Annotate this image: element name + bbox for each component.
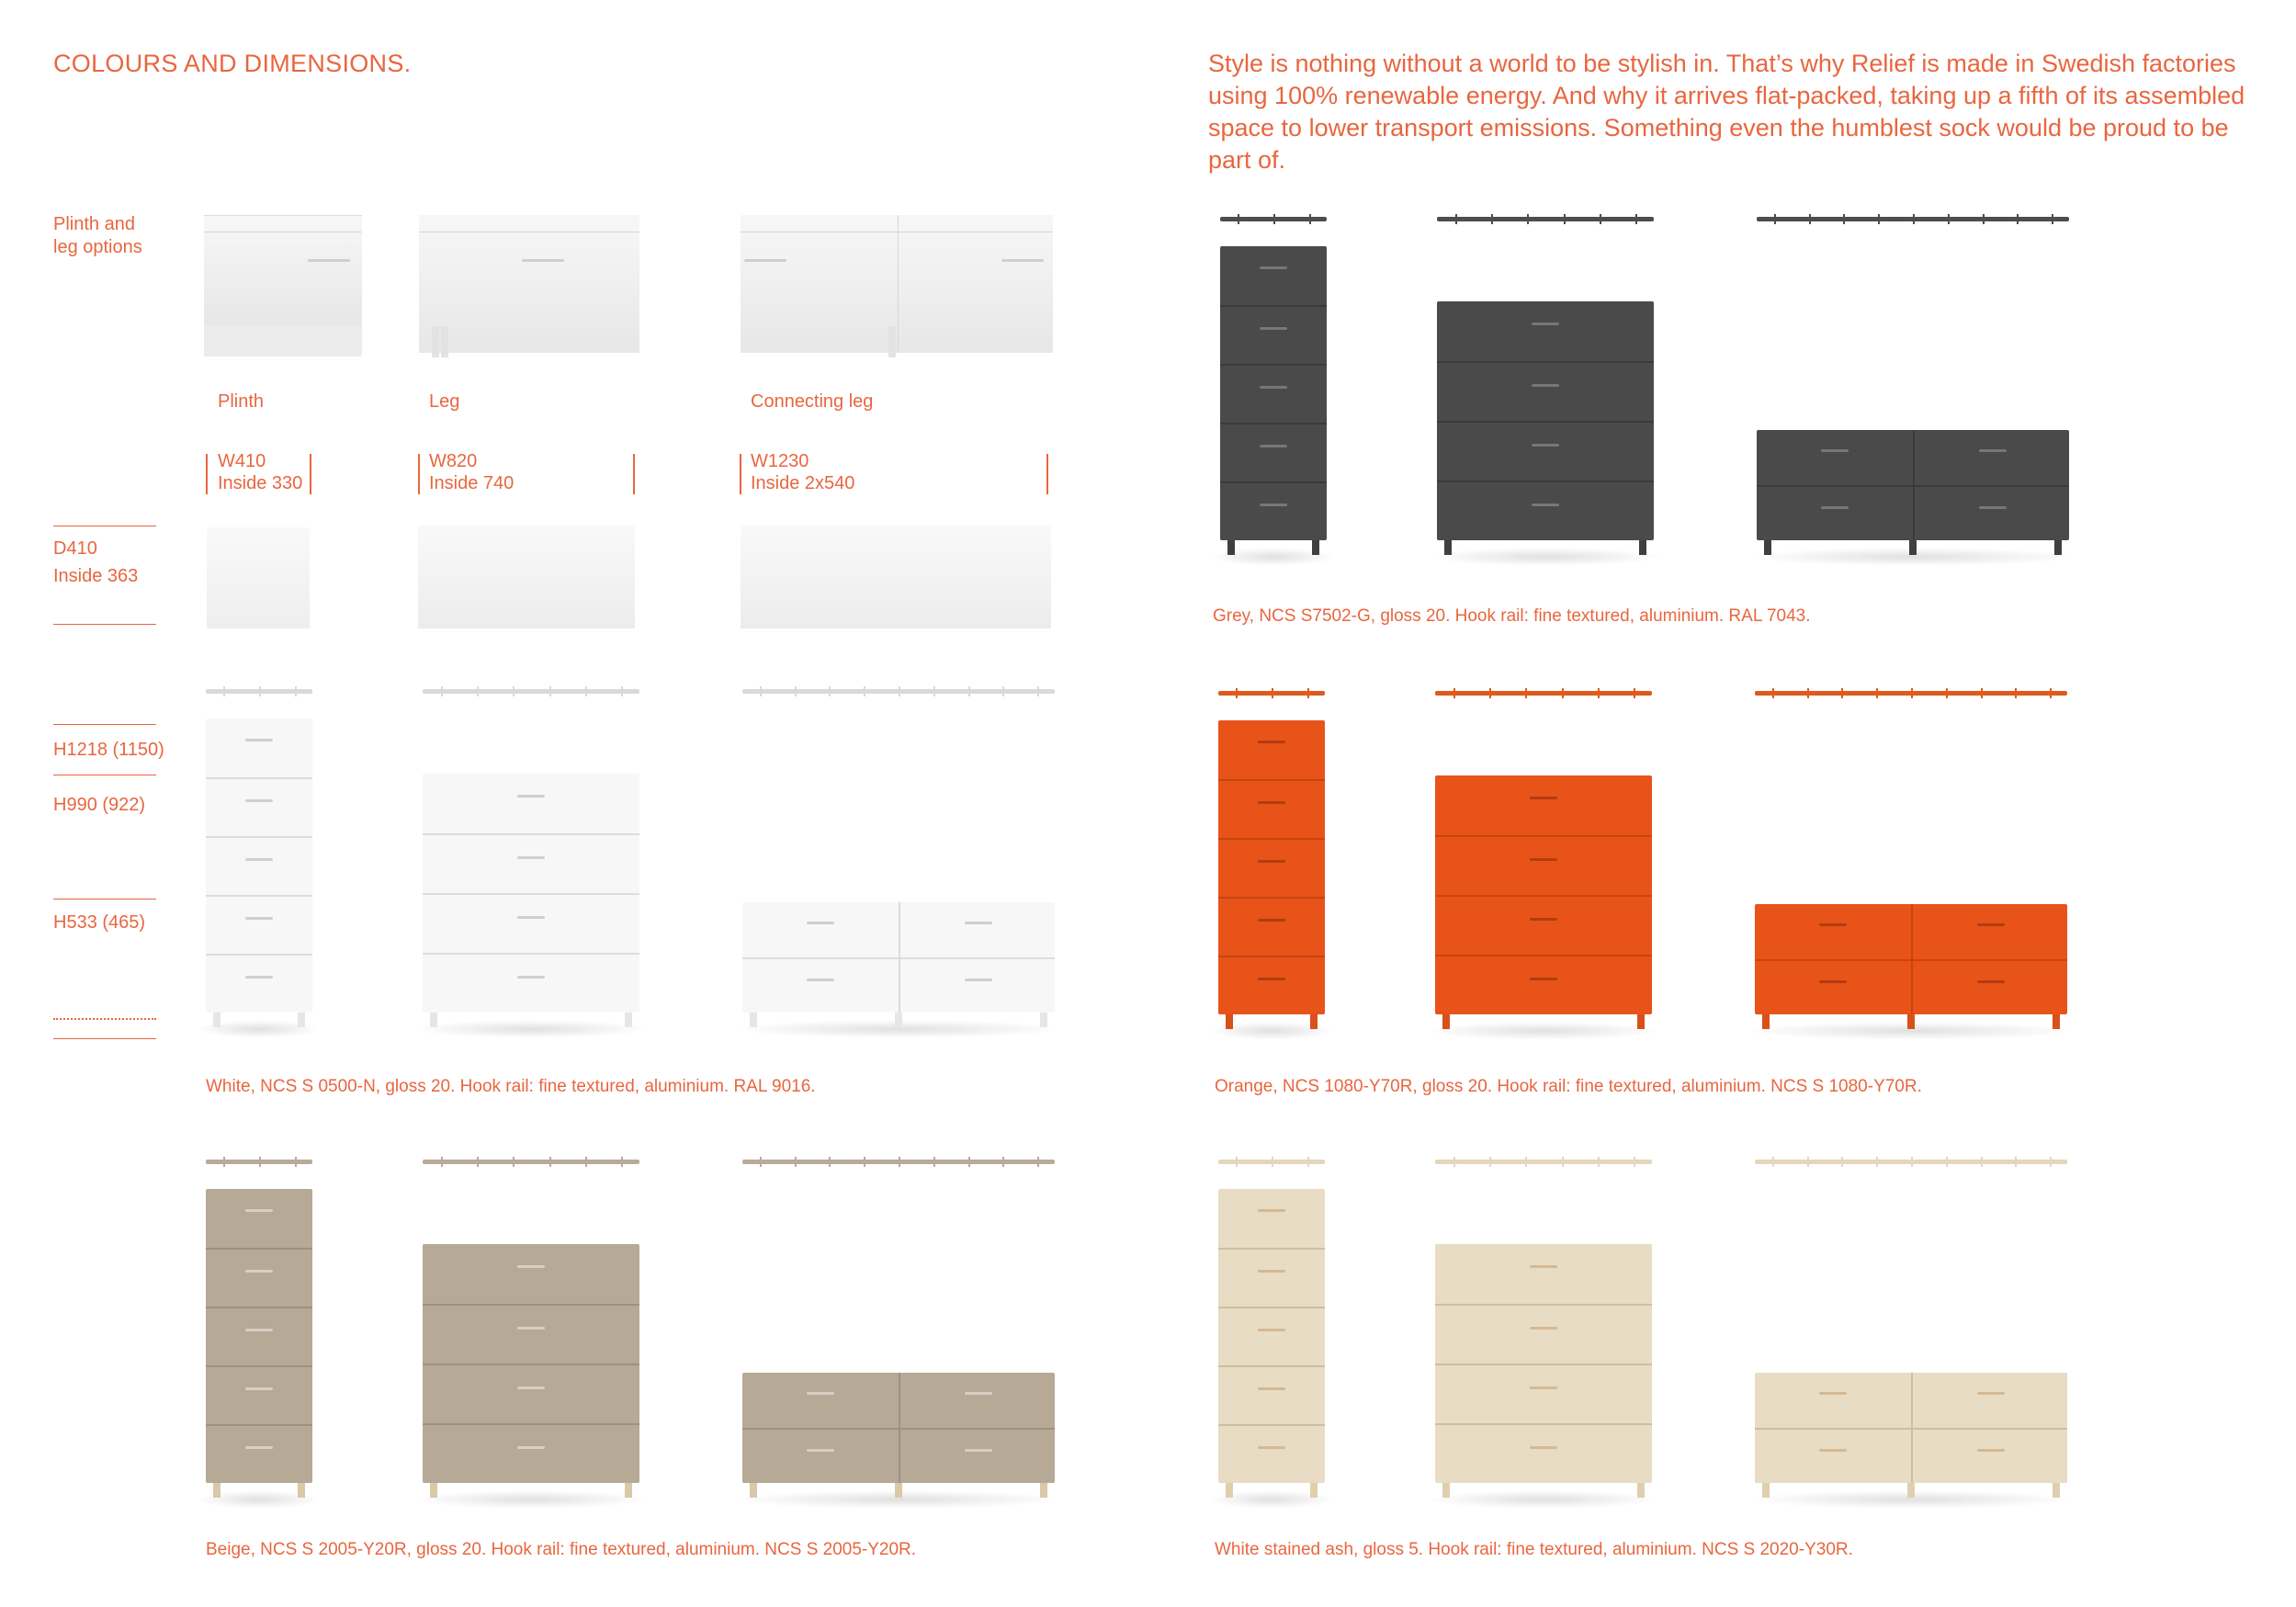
drawer-handle [1530,918,1557,921]
beige-low-chest [742,1373,1055,1483]
drawer-front [423,1364,639,1423]
drawer-handle [1530,1327,1557,1330]
drawer-front [1218,956,1325,1014]
drawer-handle [1530,1265,1557,1268]
furniture-leg [2053,1014,2060,1029]
beige-hook-rail-small [206,1160,312,1164]
drawer-handle [1977,980,2005,983]
drawer-front [206,1248,312,1307]
caption-beige: Beige, NCS S 2005-Y20R, gloss 20. Hook rail: fine textured, aluminium. NCS S 2005-Y20R. [206,1540,917,1559]
drawer-front [1220,246,1327,305]
drawer-front [206,719,312,777]
top-view-small [207,527,310,628]
furniture-leg [1639,540,1646,555]
drawer-handle [1530,978,1557,980]
white-hook-rail-medium [423,689,639,694]
drawer-handle [807,922,834,924]
furniture-leg [1226,1014,1233,1029]
furniture-leg [1310,1014,1318,1029]
ash-hook-rail-large [1755,1160,2067,1164]
width-tick [633,454,635,494]
drawer-handle [965,922,992,924]
grey-low-chest [1757,430,2069,540]
drawer-front [1218,1365,1325,1424]
drawer-handle [965,1449,992,1452]
drawer-handle [245,1270,273,1273]
furniture-leg [1442,1014,1450,1029]
height-3-label: H533 (465) [53,912,146,933]
drawer-front [206,954,312,1013]
drawer-handle [1530,858,1557,861]
drawer-front [1755,904,1911,959]
width-1-inside-label: Inside 330 [218,473,303,493]
furniture-leg [213,1013,221,1027]
width-3-inside-label: Inside 2x540 [751,473,855,493]
drawer-front [423,1423,639,1483]
drawer-handle [1977,1392,2005,1395]
drawer-handle [1979,449,2007,452]
floor-shadow [1426,1022,1661,1040]
drawer-front [1220,305,1327,364]
drawer-front [206,1307,312,1365]
furniture-leg [1226,1483,1233,1498]
grey-hook-rail-medium [1437,217,1654,221]
drawer-handle [1819,923,1847,926]
top-view-large [741,526,1051,628]
drawer-handle [807,979,834,981]
drawer-handle [245,739,273,741]
drawer-front [1757,485,1913,540]
drawer-front [899,1428,1055,1483]
drawer-front [423,953,639,1013]
drawer-front [206,777,312,836]
furniture-leg [1312,540,1319,555]
drawer-handle [1977,1449,2005,1452]
drawer-front [899,902,1055,957]
drawer-front [1911,1373,2067,1428]
furniture-leg [625,1013,632,1027]
connecting-leg-label: Connecting leg [751,391,874,412]
top-view-medium [418,526,635,628]
drawer-front [1437,301,1654,361]
drawer-front [899,957,1055,1013]
drawer-front [1435,775,1652,835]
drawer-handle [1532,384,1559,387]
drawer-handle [1819,1449,1847,1452]
drawer-front [423,833,639,893]
drawer-handle [1532,323,1559,325]
grey-tall-chest [1220,246,1327,540]
drawer-handle [1258,1446,1285,1449]
drawer-handle [245,1209,273,1212]
drawer-handle [1258,801,1285,804]
drawer-handle [1258,860,1285,863]
furniture-leg [750,1013,757,1027]
drawer-handle [245,1387,273,1390]
beige-hook-rail-large [742,1160,1055,1164]
furniture-leg [430,1483,437,1498]
grey-wide-chest [1437,301,1654,540]
drawer-handle [1258,1270,1285,1273]
caption-grey: Grey, NCS S7502-G, gloss 20. Hook rail: fine textured, aluminium. RAL 7043. [1213,606,1811,626]
drawer-handle [517,1386,545,1389]
drawer-handle [1819,980,1847,983]
drawer-handle [1258,1209,1285,1212]
drawer-front [1911,1428,2067,1483]
furniture-leg [2054,540,2062,555]
drawer-handle [965,979,992,981]
drawer-handle [1258,978,1285,980]
drawer-front [1435,1244,1652,1304]
depth-inside-label: Inside 363 [53,566,139,586]
drawer-front [1911,904,2067,959]
white-low-chest [742,902,1055,1013]
furniture-leg [1442,1483,1450,1498]
drawer-handle [807,1392,834,1395]
furniture-leg [895,1483,902,1498]
drawer-handle [1260,266,1287,269]
furniture-leg [1907,1014,1915,1029]
drawer-front [1218,838,1325,897]
drawer-handle [245,858,273,861]
drawer-front [1218,1424,1325,1483]
furniture-leg [1040,1483,1047,1498]
white-wide-chest [423,774,639,1013]
floor-shadow [413,1020,649,1038]
drawer-handle [517,1446,545,1449]
furniture-leg [1762,1014,1770,1029]
height-2-label: H990 (922) [53,795,146,815]
depth-rule-bottom [53,624,156,625]
drawer-front [206,1365,312,1424]
drawer-front [1435,1364,1652,1423]
height-rule-dotted [53,1018,156,1020]
drawer-front [1220,364,1327,423]
drawer-front [206,836,312,895]
furniture-leg [430,1013,437,1027]
drawer-handle [517,856,545,859]
grey-hook-rail-large [1757,217,2069,221]
width-tick [418,454,420,494]
orange-tall-chest [1218,720,1325,1014]
floor-shadow [413,1490,649,1509]
drawer-handle [807,1449,834,1452]
drawer-handle [1260,445,1287,447]
caption-white: White, NCS S 0500-N, gloss 20. Hook rail: fine textured, aluminium. RAL 9016. [206,1077,816,1096]
drawer-handle [1821,449,1849,452]
ash-tall-chest [1218,1189,1325,1483]
drawer-handle [245,976,273,979]
ash-low-chest [1755,1373,2067,1483]
furniture-leg [1227,540,1235,555]
leg-label: Leg [429,391,460,412]
white-hook-rail-small [206,689,312,694]
orange-hook-rail-small [1218,691,1325,696]
drawer-front [1913,485,2069,540]
width-tick [740,454,741,494]
drawer-handle [1532,444,1559,447]
furniture-leg [298,1013,305,1027]
drawer-front [1218,779,1325,838]
furniture-leg [1637,1483,1645,1498]
drawer-front [1437,481,1654,540]
drawer-handle [1260,386,1287,389]
drawer-handle [1530,797,1557,799]
furniture-leg [625,1483,632,1498]
height-rule-base [53,1038,156,1039]
drawer-handle [245,917,273,920]
height-rule [53,724,156,725]
drawer-handle [1258,1387,1285,1390]
drawer-front [742,1428,899,1483]
drawer-front [1435,1304,1652,1364]
drawer-front [1913,430,2069,485]
drawer-front [1757,430,1913,485]
drawer-handle [1819,1392,1847,1395]
furniture-leg [1444,540,1452,555]
furniture-leg [1040,1013,1047,1027]
ash-hook-rail-medium [1435,1160,1652,1164]
caption-orange: Orange, NCS 1080-Y70R, gloss 20. Hook rail: fine textured, aluminium. NCS S 1080-Y70R. [1215,1077,1922,1096]
height-1-label: H1218 (1150) [53,740,164,760]
options-label-line1: Plinth and [53,214,135,234]
drawer-handle [1260,504,1287,506]
width-2-label: W820 [429,451,478,471]
floor-shadow [1426,1490,1661,1509]
floor-shadow [1428,548,1663,566]
width-tick [1046,454,1048,494]
drawer-handle [1258,1329,1285,1331]
drawer-handle [1979,506,2007,509]
plinth-label: Plinth [218,391,265,412]
beige-wide-chest [423,1244,639,1483]
drawer-front [742,902,899,957]
drawer-front [1218,720,1325,779]
orange-wide-chest [1435,775,1652,1014]
drawer-front [1911,959,2067,1014]
drawer-front [1218,1307,1325,1365]
drawer-front [423,1304,639,1364]
width-tick [206,454,208,494]
white-hook-rail-large [742,689,1055,694]
drawer-front [742,1373,899,1428]
furniture-leg [1909,540,1917,555]
drawer-front [206,1189,312,1248]
orange-hook-rail-large [1755,691,2067,696]
drawer-front [1755,1428,1911,1483]
drawer-front [1435,895,1652,955]
drawer-front [206,895,312,954]
drawer-handle [245,799,273,802]
width-1-label: W410 [218,451,266,471]
furniture-leg [895,1013,902,1027]
width-tick [310,454,311,494]
orange-low-chest [1755,904,2067,1014]
width-2-inside-label: Inside 740 [429,473,515,493]
drawer-handle [1530,1446,1557,1449]
drawer-front [1218,897,1325,956]
drawer-handle [1977,923,2005,926]
page-title: COLOURS AND DIMENSIONS. [53,50,412,77]
drawer-handle [517,795,545,798]
furniture-leg [1907,1483,1915,1498]
beige-hook-rail-medium [423,1160,639,1164]
drawer-front [1435,835,1652,895]
depth-label: D410 [53,538,97,559]
height-rule [53,899,156,900]
drawer-handle [1258,741,1285,743]
caption-ash: White stained ash, gloss 5. Hook rail: fine textured, aluminium. NCS S 2020-Y30R. [1215,1540,1853,1559]
options-label-line2: leg options [53,237,142,257]
drawer-handle [245,1446,273,1449]
drawer-handle [1532,504,1559,506]
furniture-leg [213,1483,221,1498]
drawer-front [1218,1248,1325,1307]
beige-tall-chest [206,1189,312,1483]
drawer-handle [517,1327,545,1330]
drawer-handle [1258,919,1285,922]
drawer-front [1755,959,1911,1014]
drawer-front [1218,1189,1325,1248]
furniture-leg [1764,540,1771,555]
ash-wide-chest [1435,1244,1652,1483]
drawer-handle [517,916,545,919]
drawer-handle [517,976,545,979]
drawer-front [206,1424,312,1483]
drawer-front [1755,1373,1911,1428]
width-3-label: W1230 [751,451,809,471]
furniture-leg [1762,1483,1770,1498]
ash-hook-rail-small [1218,1160,1325,1164]
drawer-front [1220,423,1327,481]
orange-hook-rail-medium [1435,691,1652,696]
drawer-front [423,774,639,833]
drawer-front [423,893,639,953]
drawer-front [1437,421,1654,481]
furniture-leg [1310,1483,1318,1498]
drawer-front [1435,955,1652,1014]
drawer-front [1435,1423,1652,1483]
furniture-leg [1637,1014,1645,1029]
drawer-front [423,1244,639,1304]
grey-hook-rail-small [1220,217,1327,221]
drawer-handle [965,1392,992,1395]
white-tall-chest [206,719,312,1013]
furniture-leg [750,1483,757,1498]
drawer-front [1437,361,1654,421]
furniture-leg [2053,1483,2060,1498]
drawer-handle [517,1265,545,1268]
drawer-front [742,957,899,1013]
drawer-handle [1260,327,1287,330]
drawer-front [899,1373,1055,1428]
drawer-handle [1530,1386,1557,1389]
drawer-handle [245,1329,273,1331]
intro-paragraph: Style is nothing without a world to be stylish in. That’s why Relief is made in Swedish factories using 100% renewable energy. And why it arrives flat-packed, taking up a fifth of its assembled space to lower transport emissions. Something even the humblest sock would be proud to be part of. [1208,50,2245,174]
drawer-handle [1821,506,1849,509]
drawer-front [1220,481,1327,540]
furniture-leg [298,1483,305,1498]
